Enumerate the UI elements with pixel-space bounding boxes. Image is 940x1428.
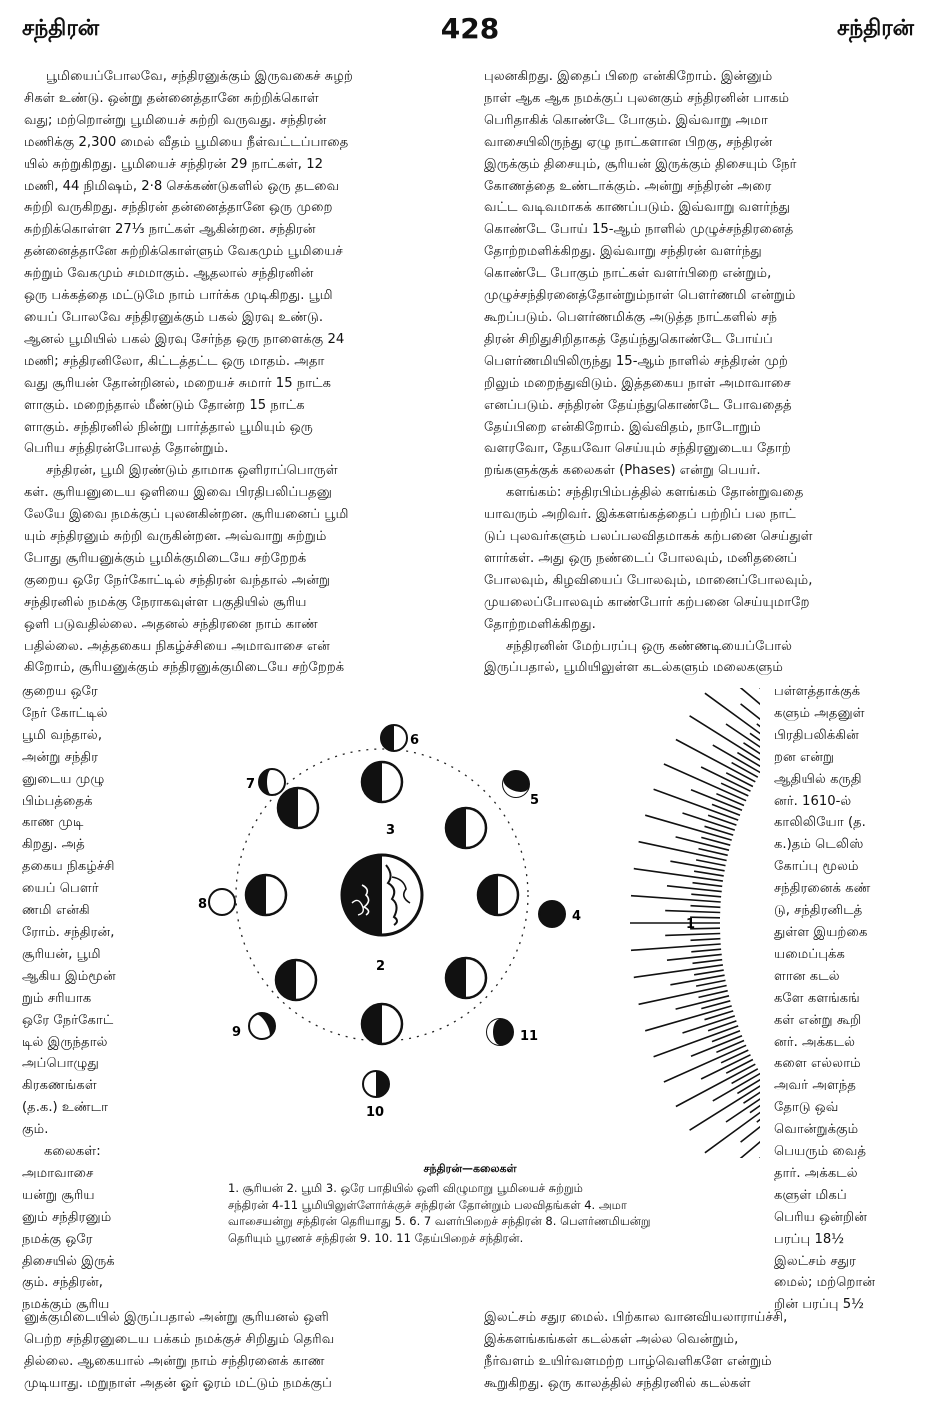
sun-ray: [708, 815, 736, 825]
label-phase-7: 7: [246, 777, 256, 792]
sun-ray: [732, 1069, 758, 1084]
label-phase-5: 5: [530, 793, 540, 808]
sun-ray: [670, 861, 724, 871]
text-line: ளாகும். சந்திரனில் நின்று பார்த்தால் பூமியும் ஒரு: [24, 419, 313, 435]
text-line: வொன்றுக்கும்: [774, 1122, 859, 1138]
running-header-right: சந்திரன்: [836, 16, 914, 41]
text-line: வது சூரியன் தோன்றினல், மறையச் சுமார் 15 நாட்க: [24, 375, 332, 391]
right-narrow-column: [774, 681, 920, 1316]
sun-ray: [639, 986, 727, 1005]
caption-line: தெரியும் பூரணச் சந்திரன் 9. 10. 11 தேய்பிறைச் சந்திரன்.: [228, 1230, 524, 1245]
text-line: மணிக்கு 2,300 மைல் வீதம் பூமியை நீள்வட்டப்பாதை: [24, 134, 349, 150]
sun-ray: [691, 949, 721, 952]
sun-ray: [705, 1100, 760, 1153]
sun-ray: [670, 975, 724, 985]
text-line: பௌர்ணமியிலிருந்து 15-ஆம் நாளில் சந்திரன் முற்: [484, 353, 788, 369]
text-line: திசையில் இருக்: [22, 1253, 115, 1269]
sun-ray: [639, 842, 727, 861]
sun-ray: [696, 860, 725, 866]
text-line: முயலைப்போலவும் காண்போர் கற்பனை செய்யுமாறே: [484, 594, 810, 610]
text-line: தன்னைத்தானே சுற்றிக்கொள்ளும் வேகமும் பூமியைச்: [24, 244, 343, 260]
text-line: அன்று சந்திர: [22, 749, 99, 765]
orbit-moon-top: [362, 762, 402, 802]
orbit-moon-bottom-left: [276, 960, 316, 1000]
phase-6-quarter: [381, 725, 407, 751]
text-line: ளார்கள். அது ஒரு நண்டைப் போலவும், மனிதனைப்: [484, 550, 798, 566]
caption-line: சந்திரன் 4-11 பூமியிலுள்ளோர்க்குச் சந்திரன் தோன்றும் பலவிதங்கள் 4. அமா: [228, 1197, 627, 1212]
text-line: கும். சந்திரன்,: [22, 1275, 103, 1291]
left-column: [24, 66, 464, 679]
text-line: சூரியன், பூமி: [22, 946, 101, 962]
text-line: றிலும் மறைந்துவிடும். இத்தகைய நாள் அமாவாசை: [484, 375, 791, 391]
text-line: கள் என்று கூறி: [774, 1012, 862, 1028]
phase-4-new-moon: [539, 901, 565, 927]
text-line: பரப்பு 18½: [774, 1231, 845, 1247]
sun-ray: [631, 896, 721, 902]
text-line: ரோம். சந்திரன்,: [22, 924, 115, 940]
text-line: னர். 1610-ல்: [774, 793, 852, 809]
caption-line: 1. சூரியன் 2. பூமி 3. ஒரே பாதியில் ஒளி விழுமாறு பூமியைச் சுற்றும்: [228, 1181, 583, 1195]
text-line: முடியாது. மறுநாள் அதன் ஓர் ஓரம் மட்டும் நமக்குப்: [24, 1375, 332, 1391]
text-line: இக்களங்கங்கள் கடல்கள் அல்ல வென்றும்,: [484, 1331, 739, 1347]
sun-ray: [716, 794, 744, 806]
text-line: நமக்கும் சூரிய: [22, 1297, 110, 1313]
sun-ray: [634, 965, 723, 978]
text-line: பூமி வந்தால்,: [22, 727, 103, 743]
sun-ray: [667, 886, 722, 892]
sun-ray: [726, 1060, 753, 1074]
sun-ray: [691, 906, 721, 908]
text-line: பெற்ற சந்திரனுடைய பக்கம் நமக்குச் சிறிதும் தெரிவ: [24, 1331, 335, 1347]
text-line: னும் சந்திரனும்: [22, 1209, 112, 1225]
text-line: றின் பரப்பு 5½: [774, 1297, 864, 1313]
sun-ray: [665, 934, 720, 936]
text-line: கோணத்தை உண்டாக்கும். அன்று சந்திரன் அரை: [484, 178, 772, 194]
phase-5-crescent: [499, 771, 529, 801]
sun-ray: [694, 871, 724, 876]
text-line: மைல்; மற்றொன்: [774, 1275, 876, 1291]
text-line: யில் சுற்றுகிறது. பூமியைச் சந்திரன் 29 நாட்கள், 12: [24, 156, 323, 172]
phase-11-crescent: [487, 1019, 513, 1045]
text-line: ணமி என்கி: [22, 903, 90, 919]
text-line: யைப் போலவே சந்திரனுக்கும் பகல் இரவு உண்டு.: [24, 309, 324, 325]
text-line: குறைய ஒரே: [22, 684, 98, 699]
left-narrow-column: [22, 681, 172, 1316]
sun-ray: [693, 960, 723, 964]
text-line: றங்களுக்குக் கலைகள் (Phases) என்று பெயர்.: [484, 463, 761, 479]
text-line: கூறப்படும். பௌர்ணமிக்கு அடுத்த நாட்களில் சந்: [484, 309, 778, 325]
sun-ray: [667, 954, 722, 960]
text-line: களுள் மிகப்: [774, 1187, 847, 1203]
text-line: அவர் அளந்த: [774, 1078, 856, 1094]
orbit-moon-bottom: [362, 1004, 402, 1044]
text-line: கலைகள்:: [44, 1144, 101, 1160]
text-line: இலட்சம் சதுர: [774, 1253, 856, 1269]
text-line: களை எல்லாம்: [774, 1056, 861, 1072]
text-line: அப்பொழுது: [22, 1056, 99, 1072]
sun-ray: [691, 894, 721, 897]
text-line: முழுச்சந்திரனைத்தோன்றும்நாள் பௌர்ணமி என்றும்: [484, 288, 796, 304]
running-header-left: சந்திரன்: [22, 16, 100, 41]
text-line: பள்ளத்தாக்குக்: [774, 684, 861, 699]
sun-ray: [705, 693, 760, 746]
text-line: சந்திரனின் மேற்பரப்பு ஒரு கண்ணடியைப்போல்: [506, 638, 793, 654]
earth: [342, 855, 422, 935]
right-column: [484, 66, 920, 679]
sun-ray: [691, 790, 742, 811]
orbit-moon-left: [246, 875, 286, 915]
text-line: நாள் ஆக ஆக நமக்குப் புலனகும் சந்திரனின் பாகம்: [484, 90, 790, 106]
text-line: காலிலியோ (த.: [774, 815, 866, 831]
text-line: பெரிய ஒன்றின்: [774, 1209, 868, 1225]
sun-ray: [694, 970, 724, 975]
text-line: தோற்றமளிக்கிறது. இவ்வாறு சந்திரன் வளர்ந்து: [484, 244, 762, 260]
page-number: 428: [440, 12, 500, 45]
text-line: தில்லை. ஆகையால் அன்று நாம் சந்திரனைக் காண: [24, 1353, 325, 1369]
sun-ray: [691, 1036, 742, 1057]
label-phase-8: 8: [198, 897, 208, 912]
text-line: சுற்றி வருகிறது. சந்திரன் தன்னைத்தானே ஒரு முறை: [24, 200, 333, 216]
orbit-moon-top-right: [446, 808, 486, 848]
text-line: க.)தம் டெலிஸ்: [774, 837, 864, 853]
text-line: பிம்பத்தைக்: [22, 793, 93, 809]
text-line: வட்ட வடிவமாகக் காணப்படும். இவ்வாறு வளர்ந்து: [484, 200, 791, 216]
text-line: திரன் சிறிதுசிறிதாகத் தேய்ந்துகொண்டே போய்ப்: [484, 331, 773, 347]
text-line: நமக்கு ஒரே: [22, 1231, 93, 1247]
text-line: கிரகணங்கள்: [22, 1078, 97, 1094]
text-line: பெரிதாகிக் கொண்டே போகும். இவ்வாறு அமா: [484, 112, 768, 128]
text-line: நேர் கோட்டில்: [22, 705, 108, 721]
sun-ray: [701, 767, 750, 791]
text-line: வளரவோ, தேயவோ செய்யும் சந்திரனுடைய தோற்: [484, 441, 791, 457]
text-line: டு, சந்திரனிடத்: [774, 903, 863, 919]
text-line: ஒரே நேர்கோட்: [22, 1012, 114, 1028]
phase-8-full-moon: [209, 889, 235, 915]
text-line: மணி, 44 நிமிஷம், 2·8 செக்கண்டுகளில் ஒரு தடவை: [24, 178, 340, 194]
text-line: களங்கம்: சந்திரபிம்பத்தில் களங்கம் தோன்றுவதை: [506, 485, 804, 501]
text-line: சந்திரன், பூமி இரண்டும் தாமாக ஒளிராப்பொருள்: [46, 463, 338, 479]
label-phase-11: 11: [520, 1029, 539, 1044]
text-line: டுப் புலவர்களும் பலப்பலவிதமாகக் கற்பனை செய்துள்: [484, 529, 813, 545]
sun-ray: [732, 763, 758, 778]
text-line: பூமியைப்போலவே, சந்திரனுக்கும் இருவகைச் சுழற்: [46, 69, 353, 84]
text-line: கும்.: [22, 1122, 49, 1138]
sun-ray: [693, 883, 723, 887]
text-line: எனப்படும். சந்திரன் தேய்ந்துகொண்டே போவதைத்: [484, 397, 792, 413]
sun-ray: [665, 911, 720, 913]
phase-10-quarter: [363, 1071, 389, 1097]
sun-ray: [654, 789, 739, 820]
sun-ray: [631, 944, 721, 950]
moon-phases-diagram: [180, 688, 760, 1158]
text-line: தகைய நிகழ்ச்சி: [22, 859, 115, 875]
text-line: பிரதிபலிக்கின்: [774, 727, 859, 743]
text-line: யும் சந்திரனும் சுற்றி வருகின்றன. அவ்வாறு சுற்றும்: [24, 529, 327, 545]
text-line: தோற்றமளிக்கிறது.: [484, 616, 596, 632]
figure-title: சந்திரன்—கலைகள்: [423, 1162, 517, 1175]
text-line: ளாகும். மறைந்தால் மீண்டும் தோன்ற 15 நாட்க: [24, 397, 305, 413]
orbit-moon-right: [478, 875, 518, 915]
text-line: காண முடி: [22, 815, 84, 831]
text-line: வது; மற்றொன்று பூமியைச் சுற்றி வருவது. சந்திரன்: [24, 112, 327, 128]
label-earth: 2: [376, 959, 386, 974]
sun-ray: [701, 1055, 750, 1079]
text-line: போது சூரியனுக்கும் பூமிக்குமிடையே சற்றேறக்: [24, 550, 307, 566]
sun-ray: [716, 1041, 744, 1053]
text-line: கூறுகிறது. ஒரு காலத்தில் சந்திரனில் கடல்கள்: [484, 1375, 751, 1391]
text-line: தார். அக்கடல்: [774, 1165, 858, 1181]
text-line: ஆனல் பூமியில் பகல் இரவு சேர்ந்த ஒரு நாளைக்கு 24: [24, 331, 345, 347]
phase-9-gibbous: [249, 1008, 280, 1039]
text-line: இருப்பதால், பூமியிலுள்ள கடல்களும் மலைகளும்: [484, 660, 783, 676]
text-line: கொண்டே போகும் நாட்கள் வளர்பிறை என்றும்,: [484, 266, 772, 282]
label-phase-6: 6: [410, 733, 420, 748]
text-line: டில் இருந்தால்: [22, 1034, 108, 1050]
text-line: தேய்பிறை என்கிறோம். இவ்விதம், நாடோறும்: [484, 419, 761, 435]
moon-phases-figure: [180, 688, 760, 1158]
text-line: ஒளி படுவதில்லை. அதனல் சந்திரனை நாம் காண்: [24, 616, 318, 632]
text-line: கிறது. அத்: [22, 837, 85, 853]
text-line: னுக்குமிடையில் இருப்பதால் அன்று சூரியனல் ஒளி: [24, 1310, 329, 1325]
text-line: றும் சரியாக: [22, 990, 92, 1006]
label-phase-4: 4: [572, 909, 582, 924]
sun-ray: [654, 1026, 739, 1057]
orbit-moon-bottom-right: [446, 958, 486, 998]
text-line: துள்ள இயற்கை: [774, 924, 868, 940]
sun-ray: [676, 837, 729, 850]
text-line: றன என்று: [774, 749, 835, 765]
text-line: வாசையிலிருந்து ஏழு நாட்களான பிறகு, சந்திரன்: [484, 134, 773, 150]
text-line: ளான கடல்: [774, 968, 840, 984]
text-line: மணி; சந்திரனிலோ, கிட்டத்தட்ட ஒரு மாதம். அதா: [24, 353, 325, 369]
text-line: பதில்லை. அத்தகைய நிகழ்ச்சியை அமாவாசை என்: [24, 638, 330, 654]
phase-7-gibbous: [259, 769, 285, 795]
text-line: புலனகிறது. இதைப் பிறை என்கிறோம். இன்னும்: [484, 69, 773, 84]
text-line: கோப்பு மூலம்: [774, 859, 859, 875]
text-line: கொண்டே போய் 15-ஆம் நாளில் முழுச்சந்திரனைத்: [484, 222, 794, 238]
sun-ray: [721, 1050, 748, 1063]
sun-ray: [691, 939, 721, 941]
text-line: னுடைய முழு: [22, 771, 105, 787]
text-line: கிறோம், சூரியனுக்கும் சந்திரனுக்குமிடையே சற்றேறக்: [24, 660, 345, 676]
orbit-moon-top-left: [278, 788, 318, 828]
text-line: களே களங்கங்: [774, 990, 860, 1006]
label-sun: 1: [686, 917, 696, 932]
text-line: தோடு ஒவ்: [774, 1100, 839, 1116]
sun-ray: [696, 980, 725, 986]
text-line: யாவரும் அறிவர். இக்களங்கத்தைப் பற்றிப் பல நாட்: [484, 507, 796, 523]
text-line: யைப் பௌர்: [22, 881, 99, 897]
label-orbit-moon: 3: [386, 823, 396, 838]
text-line: போலவும், கிழவியைப் போலவும், மானைப்போலவும்,: [484, 572, 813, 588]
label-phase-10: 10: [366, 1105, 385, 1120]
sun-ray: [712, 1031, 740, 1042]
text-line: யன்று சூரிய: [22, 1187, 95, 1203]
text-line: சிகள் உண்டு. ஒன்று தன்னைத்தானே சுற்றிக்கொள்: [24, 90, 319, 106]
figure-caption: [228, 1180, 768, 1246]
sun-ray: [708, 1021, 736, 1031]
text-line: இருக்கும் திசையும், சூரியன் இருக்கும் திசையும் நேர்: [484, 156, 797, 172]
text-line: ஆதியில் கருதி: [774, 771, 862, 787]
text-line: லேயே இவை நமக்குப் புலனகின்றன. சூரியனைப் பூமி: [24, 507, 349, 523]
text-line: பெரிய சந்திரன்போலத் தோன்றும்.: [24, 441, 229, 457]
text-line: நீர்வளம் உயிர்வளமற்ற பாழ்வெளிகளே என்றும்: [484, 1353, 772, 1369]
text-line: ஆகிய இம்மூன்: [22, 968, 116, 984]
label-phase-9: 9: [232, 1025, 242, 1040]
sun-ray: [721, 783, 748, 796]
text-line: அமாவாசை: [22, 1165, 94, 1181]
text-line: ஒரு பக்கத்தை மட்டுமே நாம் பார்க்க முடிகிறது. பூமி: [24, 288, 333, 304]
sun-ray: [726, 773, 753, 787]
sun-ray: [712, 804, 740, 815]
sun-ray: [634, 869, 723, 882]
text-line: கள். சூரியனுடைய ஒளியை இவை பிரதிபலிப்பதனு: [24, 485, 333, 501]
text-line: சுற்றும் வேகமும் சமமாகும். ஆதலால் சந்திரனின்: [24, 266, 314, 282]
text-line: னர். அக்கடல்: [774, 1034, 856, 1050]
text-line: சந்திரனில் நமக்கு நேராகவுள்ள பகுதியில் சூரிய: [24, 594, 307, 610]
text-line: களும் அதனுள்: [774, 705, 865, 721]
bottom-left-column: [24, 1307, 468, 1395]
sun-ray: [676, 996, 729, 1009]
text-line: குறைய ஒரே நேர்கோட்டில் சந்திரன் வந்தால் அன்று: [24, 572, 331, 588]
caption-line: வாசையன்று சந்திரன் தெரியாது 5. 6. 7 வளர்பிறைச் சந்திரன் 8. பௌர்ணமியன்று: [228, 1214, 651, 1228]
bottom-right-column: [484, 1307, 920, 1395]
text-line: யமைப்புக்க: [774, 946, 845, 962]
text-line: சந்திரனைக் கண்: [774, 881, 871, 897]
text-line: (த.க.) உண்டா: [22, 1100, 109, 1116]
text-line: பெயரும் வைத்: [774, 1144, 867, 1160]
text-line: இலட்சம் சதுர மைல். பிற்கால வானவியலாராய்ச்சி,: [484, 1310, 788, 1325]
text-line: சுற்றிக்கொள்ள 27⅓ நாட்கள் ஆகின்றன. சந்திரன்: [24, 222, 316, 238]
